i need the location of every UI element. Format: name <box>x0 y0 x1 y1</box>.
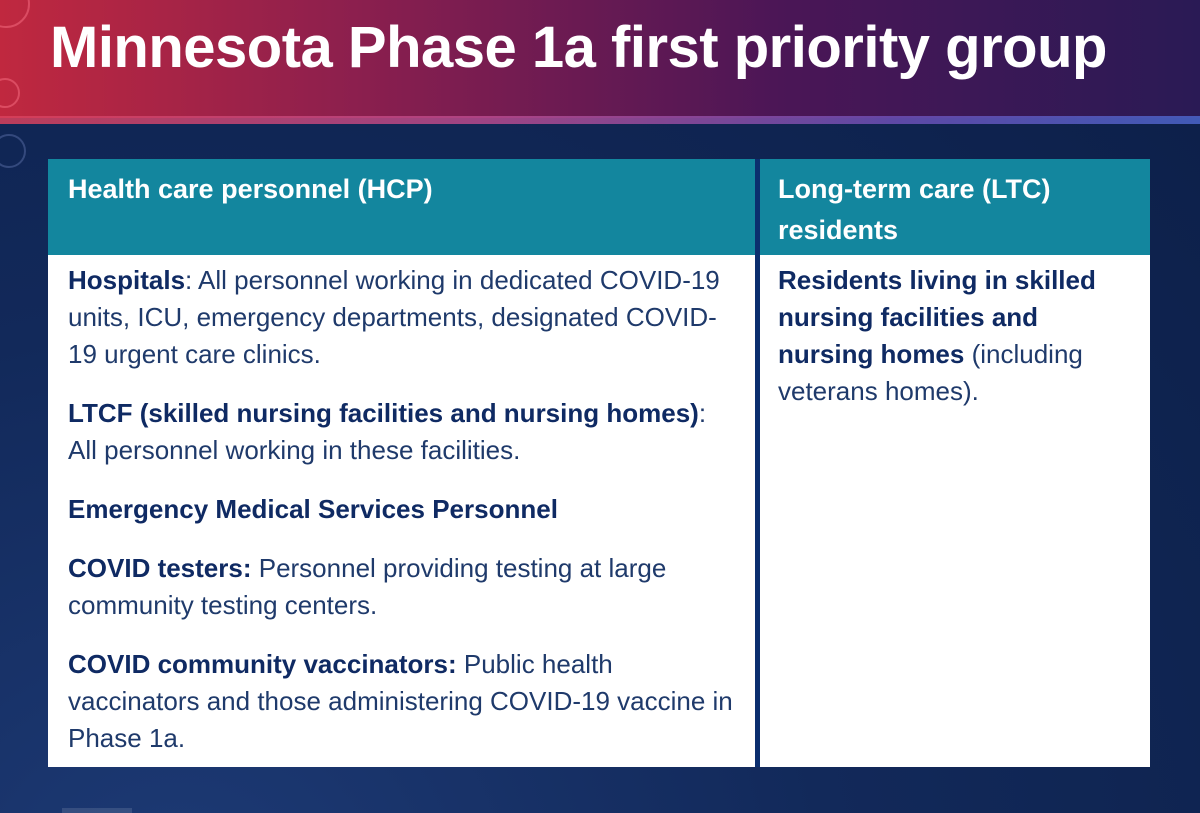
entry-text: (including veterans homes). <box>778 339 1083 406</box>
virus-decoration-icon <box>0 0 30 28</box>
hcp-entry-ems <box>68 491 738 528</box>
hcp-entry-covid-testers <box>68 550 738 624</box>
header-hcp: Health care personnel (HCP) <box>68 174 433 204</box>
entry-label: Hospitals <box>68 265 186 295</box>
banner-accent-line <box>0 116 1200 124</box>
entry-separator: : <box>698 398 707 428</box>
slide-title: Minnesota Phase 1a first priority group <box>50 15 1107 80</box>
hcp-entry-vaccinators <box>68 646 738 757</box>
footer-mark <box>62 808 132 813</box>
hcp-entry-ltcf <box>68 395 738 469</box>
hcp-entry-hospitals <box>68 262 738 373</box>
column-divider <box>755 159 760 767</box>
entry-text: Personnel providing testing at large community testing centers. <box>68 553 667 620</box>
ltc-entry-residents <box>778 262 1138 410</box>
priority-table <box>48 159 1150 767</box>
entry-text: All personnel working in these facilities. <box>68 435 521 465</box>
header-ltc-residents: Long-term care (LTC) residents <box>778 174 1051 245</box>
entry-label: COVID testers: <box>68 553 252 583</box>
virus-decoration-icon <box>0 78 20 108</box>
entry-text: Public health vaccinators and those administering COVID-19 vaccine in Phase 1a. <box>68 649 733 753</box>
entry-label: Emergency Medical Services Personnel <box>68 494 558 524</box>
entry-label: LTCF (skilled nursing facilities and nursing homes) <box>68 398 699 428</box>
ltc-residents-column <box>778 262 1138 432</box>
entry-label: COVID community vaccinators: <box>68 649 457 679</box>
entry-text: All personnel working in dedicated COVID-19 units, ICU, emergency departments, designated COVID-19 urgent care clinics. <box>68 265 720 369</box>
hcp-column <box>68 262 738 779</box>
entry-label: Residents living in skilled nursing facilities and nursing homes <box>778 265 1096 369</box>
entry-separator: : <box>185 265 193 295</box>
